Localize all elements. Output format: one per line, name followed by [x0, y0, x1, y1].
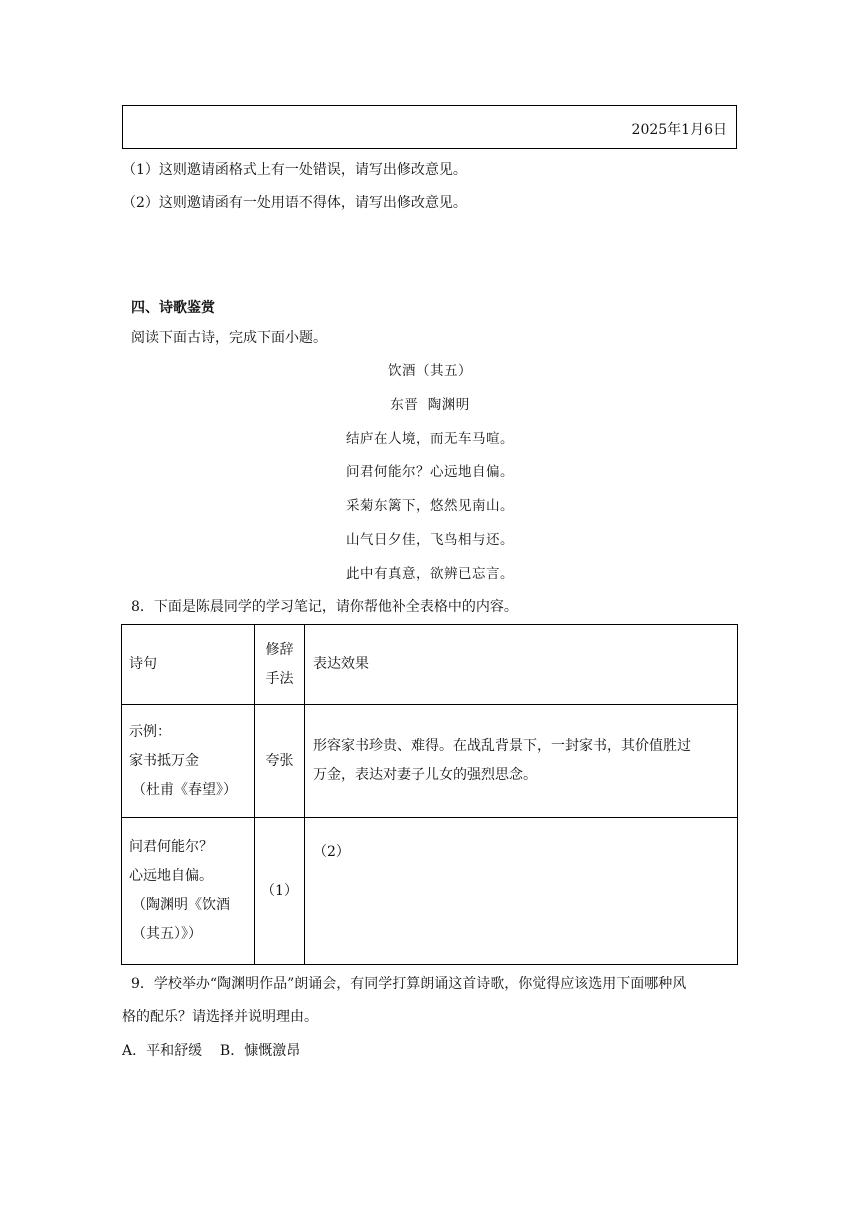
- table-header-row: [122, 625, 738, 705]
- header-device-line1: 修辞: [265, 641, 294, 658]
- example-effect-line1: 形容家书珍贵、难得。在战乱背景下，一封家书，其价值胜过: [313, 738, 691, 754]
- question-3-2: （2）这则邀请函有一处用语不得体，请写出修改意见。: [122, 195, 467, 211]
- section-instruction: 阅读下面古诗，完成下面小题。: [131, 330, 327, 346]
- task-verse-line1: 问君何能尔？: [129, 839, 213, 855]
- task-source-line1: （陶渊明《饮酒: [132, 897, 230, 913]
- table-row-example: [122, 705, 738, 818]
- header-device-line2: 手法: [265, 670, 294, 687]
- invitation-date: 2025年1月6日: [631, 122, 727, 138]
- header-device: [255, 625, 305, 705]
- section-heading: 四、诗歌鉴赏: [131, 300, 215, 316]
- poem-author: 东晋 陶渊明: [390, 397, 470, 413]
- example-verse-text: 家书抵万金: [129, 752, 199, 769]
- example-source: （杜甫《春望》）: [132, 781, 237, 798]
- question-8-prompt: 8．下面是陈晨同学的学习笔记，请你帮他补全表格中的内容。: [131, 599, 518, 615]
- poem-line: 山气日夕佳，飞鸟相与还。: [346, 532, 514, 548]
- header-effect: 表达效果: [305, 625, 738, 705]
- example-label: 示例：: [129, 723, 171, 740]
- table-row-task: [122, 818, 738, 965]
- poem-line: 此中有真意，欲辨已忘言。: [346, 566, 514, 582]
- example-effect: [305, 705, 738, 818]
- task-effect-blank: （2）: [305, 818, 738, 965]
- example-effect-line2: 万金，表达对妻子儿女的强烈思念。: [313, 767, 537, 783]
- invitation-box: [122, 105, 737, 149]
- question-3-1: （1）这则邀请函格式上有一处错误，请写出修改意见。: [122, 162, 467, 178]
- poem-title: 饮酒（其五）: [388, 363, 472, 379]
- question-9-prompt-line2: 格的配乐？请选择并说明理由。: [122, 1009, 318, 1025]
- example-device: 夸张: [255, 705, 305, 818]
- poem-line: 采菊东篱下，悠然见南山。: [346, 498, 514, 514]
- poem-line: 结庐在人境，而无车马喧。: [346, 431, 514, 447]
- question-9-options: A．平和舒缓 B．慷慨激昂: [122, 1043, 301, 1059]
- poem-line: 问君何能尔？心远地自偏。: [346, 464, 514, 480]
- study-notes-table: [121, 624, 738, 965]
- example-verse: [122, 705, 255, 818]
- task-device-blank: （1）: [255, 818, 305, 965]
- task-source-line2: （其五）》）: [132, 926, 202, 942]
- task-verse-line2: 心远地自偏。: [129, 868, 213, 884]
- question-9-prompt-line1: 9．学校举办“陶渊明作品”朗诵会，有同学打算朗诵这首诗歌，你觉得应该选用下面哪种风: [131, 976, 687, 992]
- header-verse: 诗句: [122, 625, 255, 705]
- task-verse: [122, 818, 255, 965]
